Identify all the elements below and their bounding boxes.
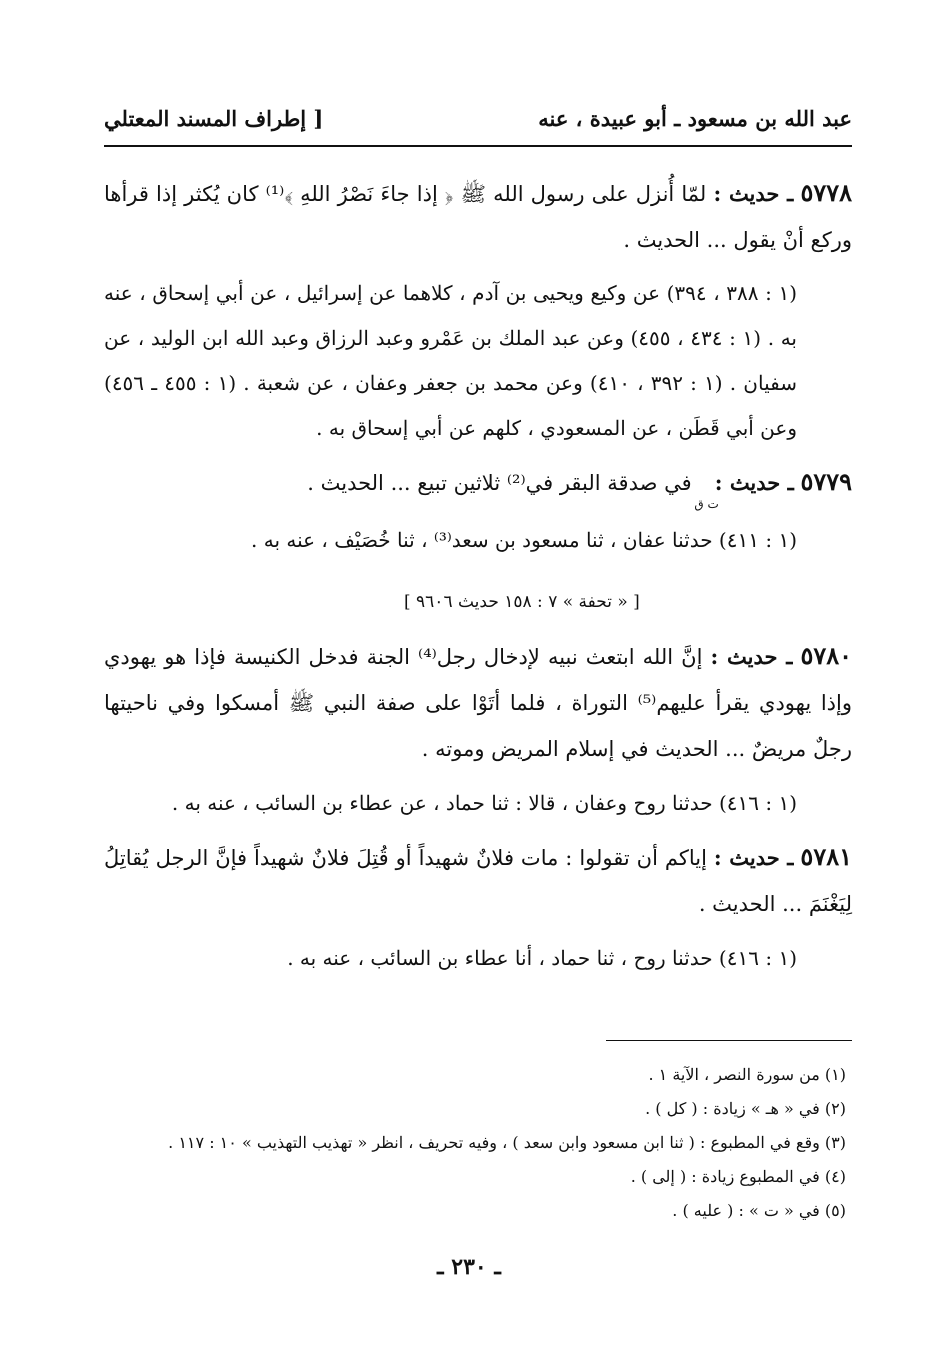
entry-keyword: ـ حديث : (710, 644, 793, 669)
footnote-item: (٣) وقع في المطبوع : ( ثنا ابن مسعود وابن سعد ) ، وفيه تحريف ، انظر « تهذيب التهذيب » ١٠ : ١١٧ . (168, 1133, 846, 1152)
entry-number: ٥٧٧٨ (800, 178, 852, 207)
entry-number: ٥٧٧٩ (800, 467, 852, 496)
header-chapter-title: عبد الله بن مسعود ـ أبو عبيدة ، عنه (538, 105, 852, 131)
footnotes (104, 1058, 846, 1228)
entry-text: إياكم أن تقولوا : مات فلانٌ شهيداً أو قُتِلَ فلانٌ شهيداً فإنَّ الرجل يُقاتِلُ لِيَغْنَمَ ... الحديث . (104, 846, 852, 916)
entry-chain-5780: (١ : ٤١٦) حدثنا روح وعفان ، قالا : ثنا حماد ، عن عطاء بن السائب ، عنه به . (171, 791, 797, 815)
hadith-entry-5778 (104, 170, 852, 263)
entry-number: ٥٧٨٠ (800, 641, 852, 670)
hadith-entry-5781 (104, 834, 852, 927)
entry-text: لمّا أُنزل على رسول الله ﷺ ﴿ إذا جاءَ نَصْرُ اللهِ ﴾⁽¹⁾ كان يُكثر إذا قرأها وركع أنْ يقول ... الحديث . (104, 182, 852, 252)
entry-keyword: ـ حديث : (713, 845, 794, 870)
entry-keyword: ـ حديث : (713, 181, 794, 206)
entry-number: ٥٧٨١ (800, 842, 852, 871)
entry-chain-5779: (١ : ٤١١) حدثنا عفان ، ثنا مسعود بن سعد⁽³⁾ ، ثنا خُصَيْف ، عنه به . (251, 528, 797, 552)
hadith-entry-5779 (104, 459, 852, 509)
entry-chain-5778: (١ : ٣٨٨ ، ٣٩٤) عن وكيع ويحيى بن آدم ، كلاهما عن إسرائيل ، عن أبي إسحاق ، عنه به . (١ : ٤٣٤ ، ٤٥٥) وعن عبد الملك بن عَمْرو وعبد الرزاق وعبد الله ابن الوليد ، عن سفيان . (١ : ٣٩٢ ، ٤١٠) وعن محمد بن جعفر وعفان ، عن شعبة . (١ : ٤٥٥ ـ ٤٥٦) وعن أبي قَطَن ، عن المسعودي ، كلهم عن أبي إسحاق به . (104, 281, 798, 440)
footnote-item: (١) من سورة النصر ، الآية ١ . (648, 1065, 846, 1084)
footnote-item: (٢) في « هـ » زيادة : ( كل ) . (645, 1099, 846, 1118)
header-rule (104, 145, 852, 147)
footnote-item: (٤) في المطبوع زيادة : ( إلى ) . (630, 1167, 846, 1186)
page-body (104, 162, 852, 981)
entry-keyword: ـ حديث : (714, 470, 794, 495)
tuhfa-reference: [ « تحفة » ٧ : ١٥٨ حديث ٩٦٠٦ ] (404, 592, 640, 612)
entry-text: إنَّ الله ابتعث نبيه لإدخال رجل⁽⁴⁾ الجنة فدخل الكنيسة فإذا هو يهودي وإذا يهودي يقرأ عليهم⁽⁵⁾ التوراة ، فلما أتَوْا على صفة النبي ﷺ أمسكوا وفي ناحيتها رجلٌ مريضٌ ... الحديث في إسلام المريض وموته . (104, 645, 853, 761)
hadith-entry-5780 (104, 633, 852, 772)
header-book-title: [ إطراف المسند المعتلي (104, 105, 324, 131)
running-header (104, 98, 852, 138)
entry-chain-5781: (١ : ٤١٦) حدثنا روح ، ثنا حماد ، أنا عطاء بن السائب ، عنه به . (287, 946, 797, 970)
page-number: ـ ٢٣٠ ـ (437, 1254, 501, 1280)
entry-text: في صدقة البقر في⁽²⁾ ثلاثين تبيع ... الحديث . (307, 471, 692, 495)
footnote-item: (٥) في « ت » : ( عليه ) . (672, 1201, 846, 1220)
source-siglum: ت ق (694, 497, 719, 511)
footnote-rule (606, 1040, 852, 1041)
